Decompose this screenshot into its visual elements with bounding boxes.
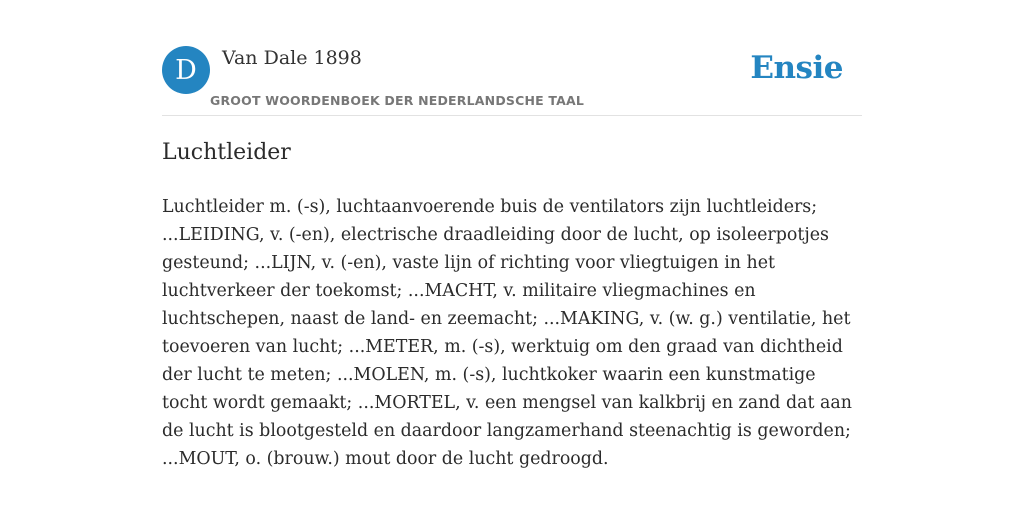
ensie-logo[interactable]: Ensie bbox=[750, 50, 843, 86]
source-avatar[interactable]: D bbox=[162, 46, 210, 94]
entry-definition: Luchtleider m. (-s), luchtaanvoerende buis de ventilators zijn luchtleiders; ...LEIDING, v. (-en), electrische draadleiding door de lucht, op isoleerpotjes gesteund; ...LIJN, v. (-en), vaste lijn of richting voor vliegtuigen in het luchtverkeer der toekomst; ...MACHT, v. militaire vliegmachines en luchtschepen, naast de land- en zeemacht; ...MAKING, v. (w. g.) ventilatie, het toevoeren van lucht; ...METER, m. (-s), werktuig om den graad van dichtheid der lucht te meten; ...MOLEN, m. (-s), luchtkoker waarin een kunstmatige tocht wordt gemaakt; ...MORTEL, v. een mengsel van kalkbrij en zand dat aan de lucht is blootgesteld en daardoor langzamerhand steenachtig is geworden; ...MOUT, o. (brouw.) mout door de lucht gedroogd. bbox=[162, 197, 852, 469]
source-subtitle: GROOT WOORDENBOEK DER NEDERLANDSCHE TAAL bbox=[210, 93, 585, 108]
header-divider bbox=[162, 115, 862, 116]
entry-title: Luchtleider bbox=[162, 140, 291, 165]
source-header bbox=[162, 46, 862, 116]
source-title[interactable]: Van Dale 1898 bbox=[222, 47, 362, 69]
